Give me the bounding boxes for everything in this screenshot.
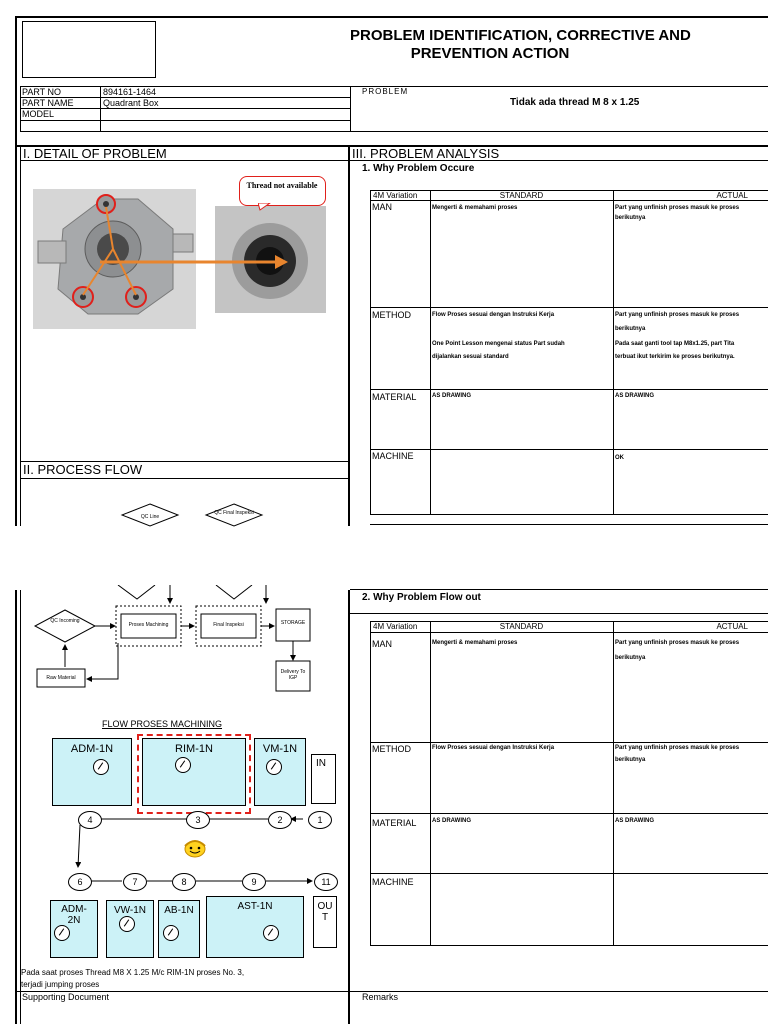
model-label: MODEL (22, 109, 55, 119)
t1-method-standard-2: One Point Lesson mengenai status Part sudah (432, 341, 565, 347)
problem-label: PROBLEM (362, 87, 409, 96)
gauge-icon (119, 916, 135, 932)
t1-method-actual-2: berikutnya (615, 326, 646, 332)
in-label: IN (316, 758, 326, 769)
machine-vw-1n (106, 900, 154, 958)
grid-line (20, 86, 21, 131)
t1-row-method-label: METHOD (372, 310, 411, 320)
node-7: 7 (123, 873, 147, 891)
supporting-document-label: Supporting Document (22, 992, 110, 1002)
table1-line (613, 190, 614, 514)
t2-row-man-label: MAN (372, 639, 392, 649)
t2-header-4m: 4M Variation (373, 622, 418, 631)
t1-header-4m: 4M Variation (373, 191, 418, 200)
t2-row-method-label: METHOD (372, 744, 411, 754)
section-divider-p2 (350, 589, 768, 590)
t1-header-actual: ACTUAL (716, 191, 748, 200)
t1-man-standard: Mengerti & memahami proses (432, 205, 518, 211)
t2-material-standard: AS DRAWING (432, 818, 471, 824)
frame-top (15, 16, 768, 18)
column-divider (348, 145, 350, 526)
part-name-label: PART NAME (22, 98, 74, 108)
raw-material-label: Raw Material (46, 675, 76, 681)
t1-material-actual: AS DRAWING (615, 393, 654, 399)
section-analysis-title: III. PROBLEM ANALYSIS (352, 146, 500, 161)
t1-man-actual-1: Part yang unfinish proses masuk ke proses (615, 205, 740, 211)
why1-title: 1. Why Problem Occure (362, 163, 475, 174)
page-title-line1: PROBLEM IDENTIFICATION, CORRECTIVE AND (350, 27, 691, 44)
node-1: 1 (308, 811, 332, 829)
machine-name: RIM-1N (175, 743, 213, 755)
t1-method-actual-4: terbuat ikut terkirim ke proses berikutnya. (615, 354, 735, 360)
in-box (311, 754, 336, 804)
part-no-label: PART NO (22, 87, 62, 97)
part-name-value: Quadrant Box (103, 98, 159, 108)
node-6: 6 (68, 873, 92, 891)
machine-adm-2n (50, 900, 98, 958)
machine-name: VW-1N (113, 905, 147, 916)
qc-line-label: QC Line (140, 514, 160, 520)
t1-method-standard-3: dijalankan sesuai standard (432, 354, 509, 360)
t2-material-actual: AS DRAWING (615, 818, 654, 824)
gauge-icon (93, 759, 109, 775)
machine-name: AST-1N (237, 901, 273, 912)
t2-header-standard: STANDARD (499, 622, 544, 631)
qc-incoming-label: QC Incoming (50, 618, 80, 624)
node-2: 2 (268, 811, 292, 829)
node-9: 9 (242, 873, 266, 891)
smiley-icon (182, 838, 208, 858)
table1-line (430, 190, 431, 514)
machine-name: VM-1N (262, 743, 298, 755)
table2-line (370, 621, 371, 945)
flow-machining-title: FLOW PROSES MACHINING (102, 719, 223, 729)
out-label: OUT (317, 901, 333, 923)
machine-ast-1n (206, 896, 304, 958)
orange-arrow (100, 250, 290, 270)
t1-machine-actual: OK (615, 455, 624, 461)
gauge-icon (266, 759, 282, 775)
out-box (313, 896, 337, 948)
table2-line (370, 945, 768, 946)
node-8: 8 (172, 873, 196, 891)
t2-header-actual: ACTUAL (716, 622, 748, 631)
delivery-label: Delivery To IGP (280, 669, 306, 681)
callout-text: Thread not available (246, 181, 318, 190)
table1-line (370, 190, 371, 514)
logo-box (22, 21, 156, 78)
machine-ab-1n (158, 900, 200, 958)
section-divider-p2 (350, 613, 768, 614)
t1-row-man-label: MAN (372, 202, 392, 212)
t2-man-actual-2: berikutnya (615, 655, 646, 661)
inner-left-border (20, 145, 21, 526)
grid-line (100, 86, 101, 131)
callout-pointer (258, 203, 272, 211)
qc-final-label: QC Final Inspeksi (214, 510, 254, 516)
t1-row-machine-label: MACHINE (372, 451, 414, 461)
t1-header-standard: STANDARD (499, 191, 544, 200)
t2-method-actual-2: berikutnya (615, 757, 646, 763)
remarks-label: Remarks (362, 992, 399, 1002)
column-divider-p2 (348, 590, 350, 1024)
gauge-icon (54, 925, 70, 941)
machine-name: ADM-2N (61, 904, 87, 926)
note-line1: Pada saat proses Thread M8 X 1.25 M/c RIM-1N proses No. 3, (21, 968, 245, 977)
storage-label: STORAGE (280, 620, 306, 626)
section-flow-title: II. PROCESS FLOW (23, 462, 143, 477)
final-inspeksi-label: Final Inspeksi (213, 622, 244, 628)
t2-row-machine-label: MACHINE (372, 877, 414, 887)
gauge-icon (263, 925, 279, 941)
proses-machining-label: Proses Machining (128, 622, 169, 628)
t1-method-actual-3: Pada saat ganti tool tap M8x1.25, part Tita (615, 341, 735, 347)
t2-method-standard: Flow Proses sesuai dengan Instruksi Kerja (432, 745, 555, 751)
t2-man-actual-1: Part yang unfinish proses masuk ke proses (615, 640, 740, 646)
t1-row-material-label: MATERIAL (372, 392, 417, 402)
node-11: 11 (314, 873, 338, 891)
table2-line (430, 621, 431, 945)
rim-highlight-box (137, 734, 251, 814)
t2-row-material-label: MATERIAL (372, 818, 417, 828)
part-no-value: 894161-1464 (103, 87, 157, 97)
gauge-icon (163, 925, 179, 941)
machine-name: ADM-1N (70, 743, 114, 755)
t1-man-actual-2: berikutnya (615, 215, 646, 221)
grid-line (350, 86, 351, 131)
node-3: 3 (186, 811, 210, 829)
t1-method-standard-1: Flow Proses sesuai dengan Instruksi Kerja (432, 312, 555, 318)
machine-name: AB-1N (164, 905, 194, 916)
grid-line (20, 108, 350, 109)
why2-title: 2. Why Problem Flow out (362, 592, 481, 603)
problem-text: Tidak ada thread M 8 x 1.25 (510, 97, 640, 108)
t2-method-actual-1: Part yang unfinish proses masuk ke proses (615, 745, 740, 751)
table1-line (370, 524, 768, 525)
table1-line (370, 514, 768, 515)
machine-adm-1n (52, 738, 132, 806)
frame-left (15, 16, 17, 526)
t1-method-actual-1: Part yang unfinish proses masuk ke proses (615, 312, 740, 318)
grid-line (20, 120, 350, 121)
section-divider (20, 478, 348, 479)
section-detail-title: I. DETAIL OF PROBLEM (23, 146, 167, 161)
machine-vm-1n (254, 738, 306, 806)
table2-line (613, 621, 614, 945)
frame-left-p2 (15, 590, 17, 1024)
t2-man-standard: Mengerti & memahami proses (432, 640, 518, 646)
note-line2: terjadi jumping proses (21, 980, 100, 989)
page-title-line2: PREVENTION ACTION (410, 45, 570, 62)
grid-line (20, 131, 768, 132)
node-4: 4 (78, 811, 102, 829)
t1-material-standard: AS DRAWING (432, 393, 471, 399)
